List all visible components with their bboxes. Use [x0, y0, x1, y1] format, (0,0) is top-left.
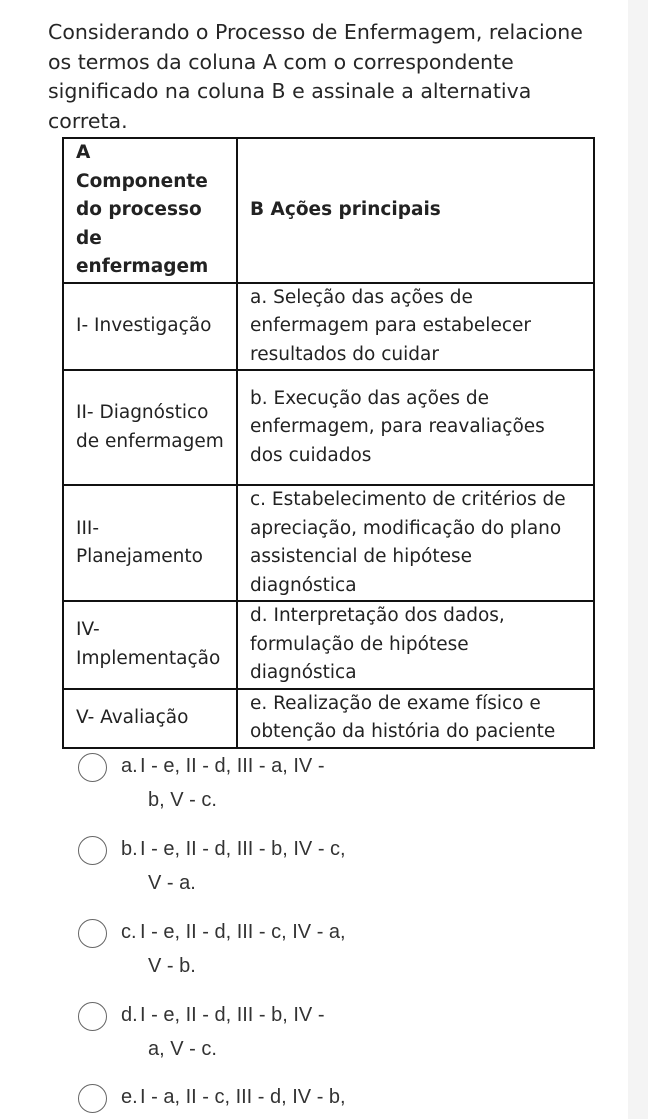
option-letter: d.: [121, 1004, 138, 1026]
column-b-cell: a. Seleção das ações de enfermagem para estabelecer resultados do cuidar: [237, 283, 594, 371]
radio-button-icon[interactable]: [78, 1002, 107, 1031]
option-letter: b.: [121, 838, 138, 860]
page-scroll-margin: [628, 0, 648, 1119]
option-letter: c.: [121, 921, 137, 943]
column-a-cell: V- Avaliação: [63, 689, 237, 748]
option-text-continued: V - b.: [148, 955, 196, 977]
table-row: [63, 689, 594, 748]
option-text-continued: b, V - c.: [148, 789, 217, 811]
option-text: I - e, II - d, III - a, IV -: [140, 755, 325, 777]
option-letter: e.: [121, 1086, 138, 1108]
column-b-header: B Ações principais: [237, 138, 594, 283]
option-text-continued: a, V - c.: [148, 1038, 217, 1060]
option-letter: a.: [121, 755, 138, 777]
option-text-continued: V - a.: [148, 872, 196, 894]
column-b-cell: c. Estabelecimento de critérios de apreciação, modificação do plano assistencial de hipótese diagnóstica: [237, 485, 594, 601]
radio-button-icon[interactable]: [78, 753, 107, 782]
column-a-cell: III- Planejamento: [63, 485, 237, 601]
radio-button-icon[interactable]: [78, 836, 107, 865]
option-text: I - e, II - d, III - c, IV - a,: [140, 921, 346, 943]
radio-button-icon[interactable]: [78, 919, 107, 948]
table-row: [63, 601, 594, 689]
matching-table: [62, 137, 595, 749]
column-b-cell: d. Interpretação dos dados, formulação de hipótese diagnóstica: [237, 601, 594, 689]
option-text: I - e, II - d, III - b, IV - c,: [140, 838, 346, 860]
table-row: [63, 370, 594, 485]
table-header-row: [63, 138, 594, 283]
column-a-cell: II- Diagnóstico de enfermagem: [63, 370, 237, 485]
option-text: I - e, II - d, III - b, IV -: [140, 1004, 325, 1026]
option-text: I - a, II - c, III - d, IV - b,: [140, 1086, 346, 1108]
question-text: Considerando o Processo de Enfermagem, relacione os termos da coluna A com o correspondente significado na coluna B e assinale a alternativa correta.: [48, 20, 583, 133]
column-a-cell: I- Investigação: [63, 283, 237, 371]
table-row: [63, 485, 594, 601]
column-a-cell: IV- Implementação: [63, 601, 237, 689]
table-row: [63, 283, 594, 371]
column-b-cell: e. Realização de exame físico e obtenção da história do paciente: [237, 689, 594, 748]
column-b-cell: b. Execução das ações de enfermagem, para reavaliações dos cuidados: [237, 370, 594, 485]
radio-button-icon[interactable]: [78, 1084, 107, 1113]
column-a-header: A Componente do processo de enfermagem: [63, 138, 237, 283]
